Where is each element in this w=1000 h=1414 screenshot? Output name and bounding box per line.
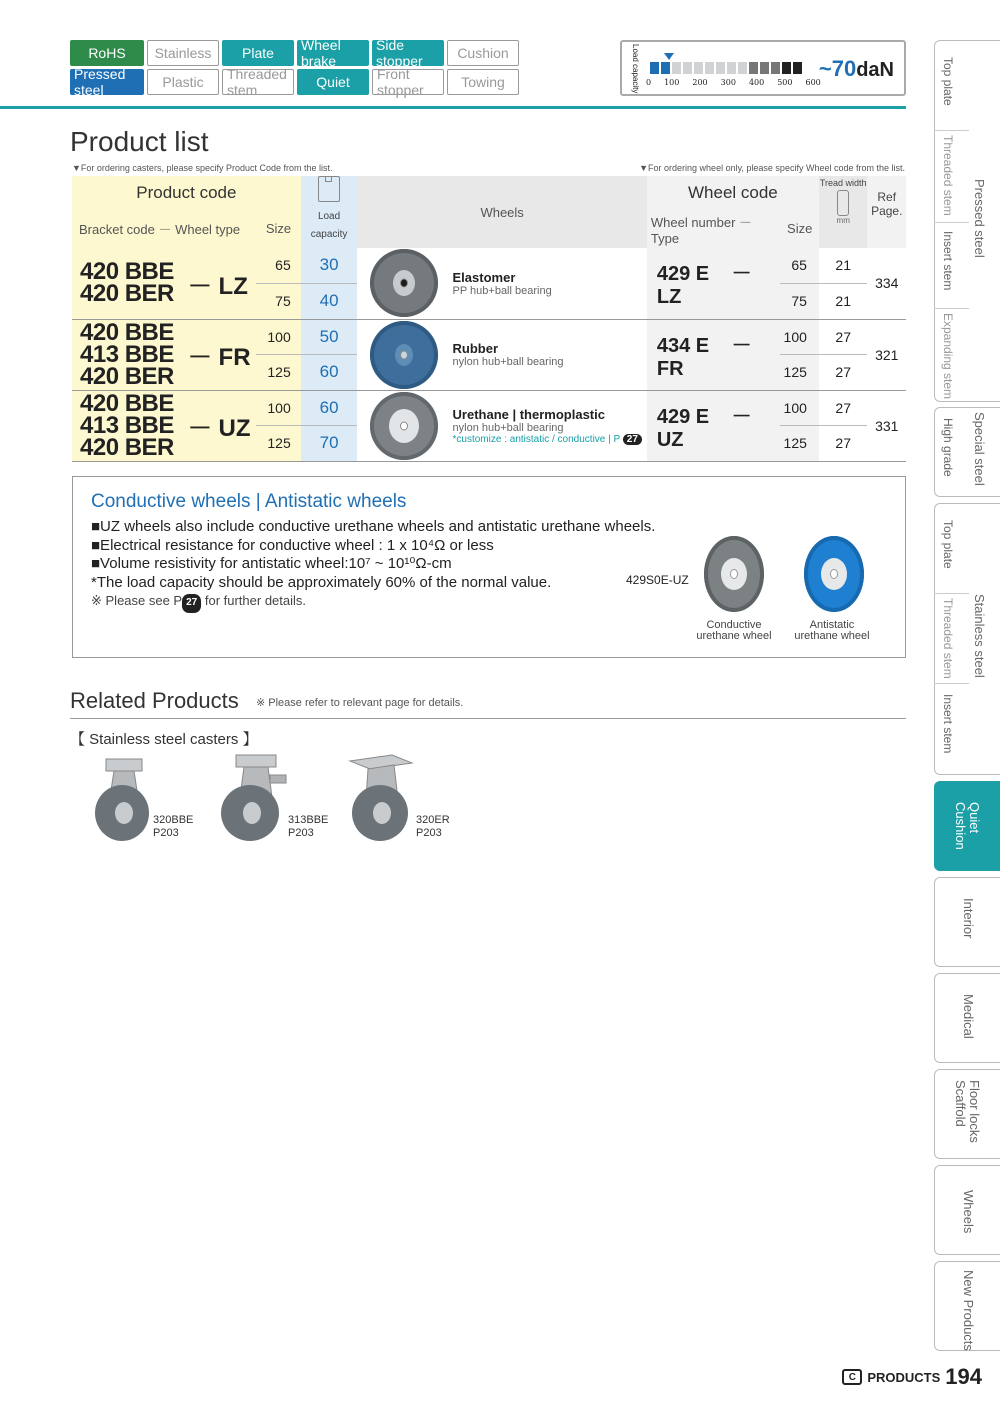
- bracket-code: 420 BBE: [80, 318, 174, 346]
- load-scale-segment: [749, 62, 758, 74]
- load-scale-segment: [760, 62, 769, 74]
- load-tick: 400: [748, 78, 765, 87]
- wheel-type-suffix: － LZ: [187, 272, 248, 300]
- product-table: [72, 176, 906, 462]
- load-scale-segment: [782, 62, 791, 74]
- tag-front-stopper: Front stopper: [372, 69, 444, 95]
- tab-interior[interactable]: Interior: [934, 877, 1000, 967]
- wheel-type-suffix: － FR: [187, 344, 251, 371]
- conductive-line-1: ■UZ wheels also include conductive urethane wheels and antistatic urethane wheels.: [91, 518, 656, 535]
- bracket-code: 420 BER: [80, 433, 174, 461]
- ref-page-header: Ref Page.: [867, 176, 906, 248]
- bracket-code: 413 BBE: [80, 411, 174, 439]
- page-title: Product list: [70, 126, 209, 157]
- wheel-size-cell: 125: [780, 354, 818, 390]
- conductive-line-2: ■Electrical resistance for conductive wheel : 1 x 10⁴Ω or less: [91, 536, 494, 554]
- size-cell: 100: [256, 390, 301, 425]
- load-scale-segment: [705, 62, 714, 74]
- caster-order-note: ▼For ordering casters, please specify Product Code from the list.: [72, 163, 333, 173]
- footer-label: PRODUCTS: [867, 1369, 941, 1385]
- ref-page-cell: 331: [867, 390, 906, 461]
- wheel-bearing: nylon hub+ball bearing: [452, 356, 564, 368]
- size-cell: 125: [256, 354, 301, 390]
- antistatic-wheel-image: [804, 536, 864, 612]
- table-row: [72, 319, 906, 354]
- conductive-wheel-code: 429S0E-UZ: [626, 573, 689, 587]
- page-footer: [842, 1364, 982, 1390]
- related-title: Related Products: [70, 688, 239, 713]
- size-cell: 100: [256, 319, 301, 354]
- load-capacity-cell: 60: [301, 354, 358, 390]
- tab-quiet-cushion[interactable]: Quiet Cushion: [934, 781, 1000, 871]
- load-scale-segment: [716, 62, 725, 74]
- tab-medical[interactable]: Medical: [934, 973, 1000, 1063]
- conductive-wheel-label: Conductive urethane wheel: [696, 619, 772, 642]
- tab-wheels[interactable]: Wheels: [934, 1165, 1000, 1255]
- wheel-size-header: Size: [780, 210, 818, 248]
- wheel-order-note: ▼For ordering wheel only, please specify Wheel code from the list.: [639, 163, 905, 173]
- tab-stainless-steel[interactable]: Stainless steel Top plate Threaded stem Insert stem: [934, 503, 1000, 775]
- tag-side-stopper: Side stopper: [372, 40, 444, 66]
- load-tick: 0: [646, 78, 652, 87]
- tread-width-cell: 21: [819, 248, 868, 283]
- page-number: 194: [945, 1364, 982, 1389]
- load-scale-segment: [738, 62, 747, 74]
- load-scale-segment: [727, 62, 736, 74]
- load-scale-segment: [661, 62, 670, 74]
- wheel-name: Urethane | thermoplastic: [452, 406, 605, 422]
- wheel-type: － LZ: [656, 263, 752, 309]
- wheel-customize-note: *customize : antistatic / conductive | P 27: [453, 434, 647, 445]
- wheel-type-suffix: － UZ: [187, 415, 251, 442]
- wheel-size-cell: 125: [780, 425, 818, 461]
- tag-rohs: RoHS: [70, 40, 144, 66]
- wheel-number: 429 E: [656, 263, 710, 286]
- load-capacity-value: ~70daN: [818, 56, 894, 81]
- load-capacity-label: Load capacity: [631, 44, 640, 94]
- tread-width-cell: 21: [819, 283, 868, 319]
- tread-width-cell: 27: [819, 390, 868, 425]
- conductive-line-4: *The load capacity should be approximately 60% of the normal value.: [91, 573, 552, 591]
- wheel-size-cell: 100: [780, 390, 818, 425]
- ref-page-cell: 321: [867, 319, 906, 390]
- load-scale-segment: [650, 62, 659, 74]
- bracket-code: 420 BER: [80, 362, 174, 390]
- tab-new-products[interactable]: New Products: [934, 1261, 1000, 1351]
- load-tick: 200: [692, 78, 708, 87]
- load-pointer-icon: [664, 53, 674, 60]
- wheel-name: Elastomer: [452, 269, 516, 285]
- related-category: 【 Stainless steel casters 】: [70, 731, 258, 748]
- bracket-code: 420 BBE: [80, 258, 174, 286]
- load-capacity-cell: 70: [301, 425, 358, 461]
- tread-width-cell: 27: [819, 425, 868, 461]
- weight-icon: [318, 176, 340, 202]
- size-cell: 75: [256, 283, 301, 319]
- conductive-line-3: ■Volume resistivity for antistatic wheel:10⁷ ~ 10¹⁰Ω-cm: [91, 555, 452, 572]
- load-tick: 300: [720, 78, 736, 87]
- related-divider: [70, 718, 906, 719]
- feature-tags: [70, 37, 519, 98]
- conductive-wheel-image: [704, 536, 764, 612]
- caster-313bbe-image[interactable]: [218, 753, 292, 848]
- caster-320bbe-label: 320BBE P203: [153, 814, 194, 839]
- load-scale-segment: [771, 62, 780, 74]
- tag-pressed-steel: Pressed steel: [70, 69, 144, 95]
- caster-320er-label: 320ER P203: [416, 814, 450, 839]
- header-divider: [0, 106, 906, 109]
- wheel-bearing: PP hub+ball bearing: [452, 284, 552, 297]
- wheels-header: Wheels: [357, 176, 646, 248]
- wheel-size-cell: 75: [780, 283, 818, 319]
- tag-towing: Towing: [447, 69, 519, 95]
- load-capacity-cell: 60: [301, 390, 358, 425]
- size-cell: 125: [256, 425, 301, 461]
- wheel-code-header: Wheel code: [647, 176, 819, 210]
- conductive-title: Conductive wheels | Antistatic wheels: [91, 491, 407, 512]
- wheel-size-cell: 65: [780, 248, 818, 283]
- load-capacity-cell: 40: [301, 283, 358, 319]
- caster-320bbe-image[interactable]: [92, 757, 154, 848]
- bracket-code: 420 BER: [80, 280, 174, 308]
- table-row: [72, 248, 906, 283]
- tag-plate: Plate: [222, 40, 294, 66]
- tread-width-cell: 27: [819, 354, 868, 390]
- load-scale: [650, 62, 802, 74]
- wheel-name: Rubber: [452, 341, 499, 356]
- tab-pressed-steel[interactable]: Pressed steel Top plate Threaded stem Insert stem Expanding stem: [934, 40, 1000, 402]
- load-scale-segment: [672, 62, 681, 74]
- tag-stainless: Stainless: [147, 40, 219, 66]
- load-capacity-box: [620, 40, 906, 96]
- tab-special-steel[interactable]: Special steel High grade: [934, 407, 1000, 497]
- load-capacity-cell: 30: [301, 248, 358, 283]
- load-tick: 600: [805, 78, 821, 87]
- wheel-image: [370, 392, 438, 460]
- conductive-line-5: ※ Please see P 27 for further details.: [91, 592, 655, 613]
- wheel-image: [370, 249, 438, 317]
- tread-width-header: Tread width mm: [819, 176, 868, 248]
- load-tick: 500: [777, 78, 793, 87]
- load-scale-segment: [683, 62, 692, 74]
- tag-plastic: Plastic: [147, 69, 219, 95]
- load-scale-segment: [694, 62, 703, 74]
- load-capacity-header: Load capacity: [301, 176, 358, 248]
- wheel-number: 429 E: [656, 405, 710, 428]
- tag-cushion: Cushion: [447, 40, 519, 66]
- related-note: ※ Please refer to relevant page for details.: [256, 697, 464, 709]
- antistatic-wheel-label: Antistatic urethane wheel: [794, 619, 870, 642]
- wheel-number-type-header: Wheel number － Type: [647, 210, 781, 248]
- load-scale-segment: [793, 62, 802, 74]
- wheel-image: [370, 321, 438, 389]
- caster-313bbe-label: 313BBE P203: [288, 814, 329, 839]
- load-ticks: [646, 78, 821, 87]
- wheel-bearing: nylon hub+ball bearing: [452, 421, 564, 434]
- bracket-type-header: Bracket code － Wheel type: [72, 210, 256, 248]
- load-tick: 100: [664, 78, 680, 87]
- tread-icon: [837, 190, 849, 216]
- size-header: Size: [256, 210, 301, 248]
- ref-page-cell: 334: [867, 248, 906, 319]
- tag-wheel-brake: Wheel brake: [297, 40, 369, 66]
- caster-320er-image[interactable]: [346, 753, 416, 848]
- size-cell: 65: [256, 248, 301, 283]
- table-row: [72, 390, 906, 425]
- wheel-number: 434 E: [656, 334, 710, 357]
- product-code-header: Product code: [72, 176, 301, 210]
- tag-threaded-stem: Threaded stem: [222, 69, 294, 95]
- tab-floor-locks[interactable]: Floor locks Scaffold: [934, 1069, 1000, 1159]
- load-capacity-cell: 50: [301, 319, 358, 354]
- tread-width-cell: 27: [819, 319, 868, 354]
- wheel-type: － FR: [656, 334, 752, 380]
- tag-quiet: Quiet: [297, 69, 369, 95]
- wheel-size-cell: 100: [780, 319, 818, 354]
- wheel-type: － UZ: [656, 405, 752, 451]
- brand-logo-icon: C: [842, 1369, 862, 1385]
- bracket-code: 413 BBE: [80, 340, 174, 368]
- conductive-wheels-box: [72, 476, 906, 658]
- bracket-code: 420 BBE: [80, 389, 174, 417]
